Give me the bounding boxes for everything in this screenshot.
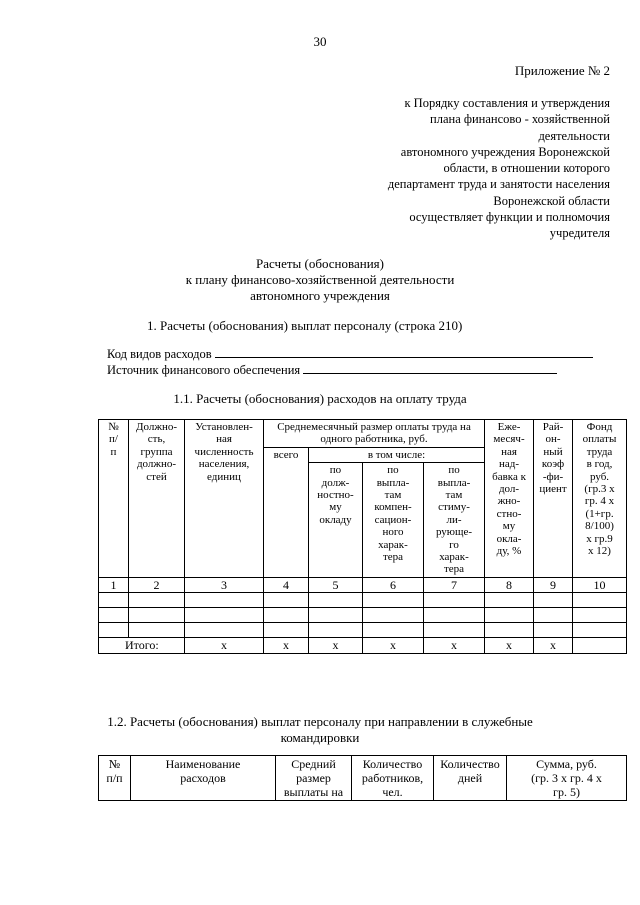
table-cell[interactable] xyxy=(309,593,363,608)
col-number: 10 xyxy=(573,577,627,592)
col-number: 6 xyxy=(363,577,424,592)
table-cell[interactable] xyxy=(309,608,363,623)
total-value: х xyxy=(363,638,424,653)
order-line: учредителя xyxy=(549,226,610,241)
title-line: Расчеты (обоснования) xyxy=(256,256,384,271)
col-number: 1 xyxy=(99,577,129,592)
table-row xyxy=(99,593,627,608)
header-workers-count: Количество работников, чел. xyxy=(352,756,434,801)
table-row xyxy=(99,623,627,638)
header-avg-pay: Среднемесячный размер оплаты труда на одного работника, руб. xyxy=(264,420,485,448)
subsection-line: 1.2. Расчеты (обоснования) выплат персоналу при направлении в служебные xyxy=(107,714,533,729)
header-staff: Установлен- ная численность населения, единиц xyxy=(185,420,264,578)
business-trip-table xyxy=(98,755,627,801)
total-value[interactable] xyxy=(573,638,627,653)
subsection-1-1-heading: 1.1. Расчеты (обоснования) расходов на оплату труда xyxy=(173,391,467,406)
header-num: № п/п xyxy=(99,756,131,801)
table-cell[interactable] xyxy=(485,593,534,608)
table-cell[interactable] xyxy=(424,593,485,608)
order-line: области, в отношении которого xyxy=(443,161,610,176)
funding-source-blank[interactable] xyxy=(303,362,557,374)
page-number: 30 xyxy=(313,34,327,49)
order-reference xyxy=(350,95,610,242)
total-value: х xyxy=(264,638,309,653)
order-line: осуществляет функции и полномочия xyxy=(409,210,610,225)
table-cell[interactable] xyxy=(534,608,573,623)
table-cell[interactable] xyxy=(185,623,264,638)
col-number: 5 xyxy=(309,577,363,592)
expense-code-line xyxy=(107,346,593,362)
total-row xyxy=(99,638,627,653)
table-row xyxy=(99,608,627,623)
header-sum: Сумма, руб. (гр. 3 х гр. 4 х гр. 5) xyxy=(507,756,627,801)
table-cell[interactable] xyxy=(185,608,264,623)
table-cell[interactable] xyxy=(573,608,627,623)
table-cell[interactable] xyxy=(309,623,363,638)
header-regional-coef: Рай- он- ный коэф -фи- циент xyxy=(534,420,573,578)
header-including: в том числе: xyxy=(309,447,485,462)
total-value: х xyxy=(534,638,573,653)
order-line: плана финансово - хозяйственной xyxy=(430,112,610,127)
labor-cost-table xyxy=(98,419,627,654)
table-cell[interactable] xyxy=(424,608,485,623)
header-stimulating: по выпла- там стиму- ли- рующе- го харак- тера xyxy=(424,463,485,578)
table-cell[interactable] xyxy=(573,593,627,608)
order-line: к Порядку составления и утверждения xyxy=(404,96,610,110)
header-days-count: Количество дней xyxy=(434,756,507,801)
document-title xyxy=(0,256,640,304)
table-cell[interactable] xyxy=(363,608,424,623)
total-value: х xyxy=(185,638,264,653)
header-wage-fund: Фонд оплаты труда в год, руб. (гр.3 х гр. 4 х (1+гр. 8/100) х гр.9 х 12) xyxy=(573,420,627,578)
total-value: х xyxy=(309,638,363,653)
total-value: х xyxy=(424,638,485,653)
table-cell[interactable] xyxy=(264,623,309,638)
col-number: 2 xyxy=(129,577,185,592)
table-cell[interactable] xyxy=(99,608,129,623)
title-line: к плану финансово-хозяйственной деятельности xyxy=(185,272,455,287)
funding-source-line xyxy=(107,362,557,378)
header-total: всего xyxy=(264,447,309,577)
table-cell[interactable] xyxy=(264,608,309,623)
table-cell[interactable] xyxy=(363,623,424,638)
funding-source-label: Источник финансового обеспечения xyxy=(107,363,301,377)
order-line: департамент труда и занятости населения xyxy=(387,177,610,192)
table-cell[interactable] xyxy=(264,593,309,608)
table-cell[interactable] xyxy=(363,593,424,608)
col-number: 9 xyxy=(534,577,573,592)
col-number: 3 xyxy=(185,577,264,592)
table-cell[interactable] xyxy=(534,593,573,608)
table-cell[interactable] xyxy=(485,608,534,623)
table-cell[interactable] xyxy=(185,593,264,608)
title-line: автономного учреждения xyxy=(250,288,390,303)
table1-header-row xyxy=(99,420,627,448)
table-cell[interactable] xyxy=(424,623,485,638)
expense-code-blank[interactable] xyxy=(215,346,593,358)
header-avg-payment: Средний размер выплаты на xyxy=(276,756,352,801)
table-cell[interactable] xyxy=(129,623,185,638)
table2-header-row xyxy=(99,756,627,801)
table-cell[interactable] xyxy=(573,623,627,638)
col-number: 8 xyxy=(485,577,534,592)
order-line: деятельности xyxy=(538,128,610,143)
table-cell[interactable] xyxy=(485,623,534,638)
table-cell[interactable] xyxy=(99,593,129,608)
total-value: х xyxy=(485,638,534,653)
col-number: 4 xyxy=(264,577,309,592)
table-cell[interactable] xyxy=(99,623,129,638)
header-monthly-bonus: Еже- месяч- ная над- бавка к дол- жно- стно- му окла- ду, % xyxy=(485,420,534,578)
col-number: 7 xyxy=(424,577,485,592)
subsection-line: командировки xyxy=(280,730,360,745)
order-line: Воронежской области xyxy=(493,193,610,208)
table-cell[interactable] xyxy=(129,593,185,608)
header-compensation: по выпла- там компен- сацион- ного харак- тера xyxy=(363,463,424,578)
total-label: Итого: xyxy=(99,638,185,653)
table-cell[interactable] xyxy=(534,623,573,638)
header-expense-name: Наименование расходов xyxy=(131,756,276,801)
header-num: № п/ п xyxy=(99,420,129,578)
header-position: Должно- сть, группа должно- стей xyxy=(129,420,185,578)
subsection-1-2-heading xyxy=(0,714,640,746)
appendix-label: Приложение № 2 xyxy=(514,63,610,78)
expense-code-label: Код видов расходов xyxy=(107,347,212,361)
order-line: автономного учреждения Воронежской xyxy=(400,144,610,159)
section-1-heading: 1. Расчеты (обоснования) выплат персоналу (строка 210) xyxy=(147,318,463,333)
column-number-row xyxy=(99,577,627,592)
table-cell[interactable] xyxy=(129,608,185,623)
header-salary: по долж- ностно- му окладу xyxy=(309,463,363,578)
